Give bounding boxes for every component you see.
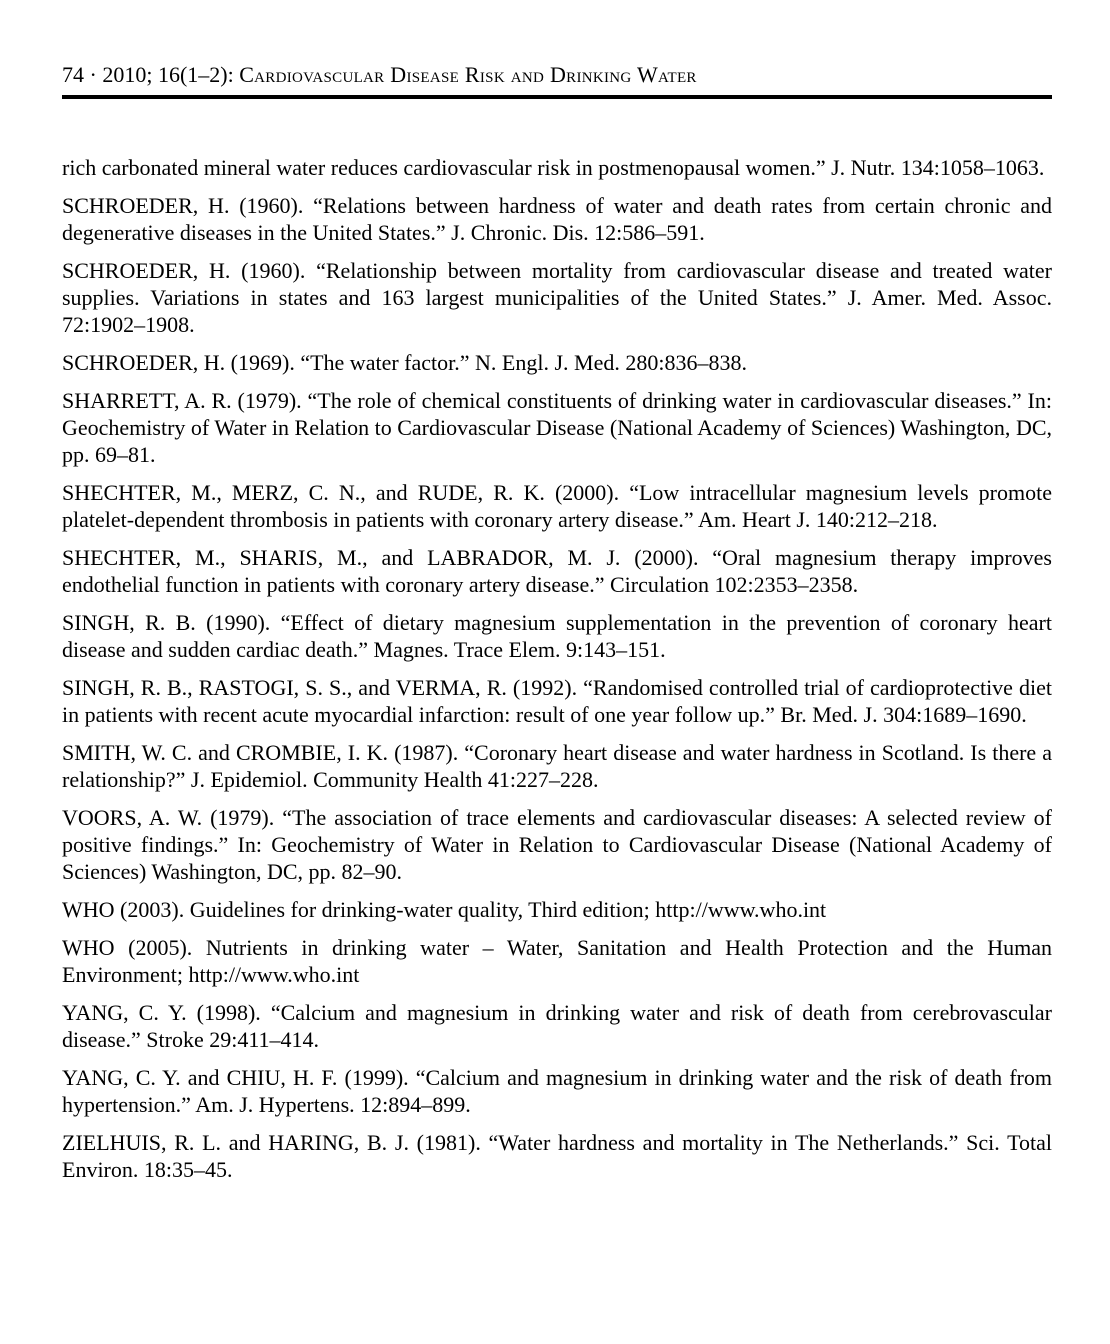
reference-entry: SCHROEDER, H. (1960). “Relations between hardness of water and death rates from certain chronic and degenerative diseases in the United States.” J. Chronic. Dis. 12:586–591.: [62, 193, 1052, 245]
header-journal-title: Cardiovascular Disease Risk and Drinking Water: [239, 62, 697, 87]
reference-entry: ZIELHUIS, R. L. and HARING, B. J. (1981). “Water hardness and mortality in The Netherlands.” Sci. Total Environ. 18:35–45.: [62, 1130, 1052, 1182]
reference-entry: SHECHTER, M., MERZ, C. N., and RUDE, R. K. (2000). “Low intracellular magnesium levels promote platelet-dependent thrombosis in patients with coronary artery disease.” Am. Heart J. 140:212–218.: [62, 480, 1052, 532]
reference-entry: SINGH, R. B. (1990). “Effect of dietary magnesium supplementation in the prevention of coronary heart disease and sudden cardiac death.” Magnes. Trace Elem. 9:143–151.: [62, 610, 1052, 662]
running-header: [62, 62, 1052, 88]
reference-entry: WHO (2005). Nutrients in drinking water – Water, Sanitation and Health Protection and the Human Environment; http://www.who.int: [62, 935, 1052, 987]
reference-entry: WHO (2003). Guidelines for drinking-water quality, Third edition; http://www.who.int: [62, 897, 827, 922]
reference-entry: SMITH, W. C. and CROMBIE, I. K. (1987). “Coronary heart disease and water hardness in Scotland. Is there a relationship?” J. Epidemiol. Community Health 41:227–228.: [62, 740, 1052, 792]
header-page-info: 74 · 2010; 16(1–2):: [62, 62, 234, 87]
reference-entry: SCHROEDER, H. (1969). “The water factor.” N. Engl. J. Med. 280:836–838.: [62, 350, 747, 375]
references-list: [62, 154, 1052, 1183]
reference-entry: VOORS, A. W. (1979). “The association of trace elements and cardiovascular diseases: A selected review of positive findings.” In: Geochemistry of Water in Relation to Cardiovascular Disease (National Academy of Sciences) Washington, DC, pp. 82–90.: [62, 805, 1052, 884]
reference-entry: SINGH, R. B., RASTOGI, S. S., and VERMA, R. (1992). “Randomised controlled trial of cardioprotective diet in patients with recent acute myocardial infarction: result of one year follow up.” Br. Med. J. 304:1689–1690.: [62, 675, 1052, 727]
reference-entry: SHECHTER, M., SHARIS, M., and LABRADOR, M. J. (2000). “Oral magnesium therapy improves endothelial function in patients with coronary artery disease.” Circulation 102:2353–2358.: [62, 545, 1052, 597]
reference-entry: SHARRETT, A. R. (1979). “The role of chemical constituents of drinking water in cardiovascular diseases.” In: Geochemistry of Water in Relation to Cardiovascular Disease (National Academy of Sciences) Washington, DC, pp. 69–81.: [62, 388, 1052, 467]
reference-entry: YANG, C. Y. (1998). “Calcium and magnesium in drinking water and risk of death from cerebrovascular disease.” Stroke 29:411–414.: [62, 1000, 1052, 1052]
reference-entry: SCHROEDER, H. (1960). “Relationship between mortality from cardiovascular disease and treated water supplies. Variations in states and 163 largest municipalities of the United States.” J. Amer. Med. Assoc. 72:1902–1908.: [62, 258, 1052, 337]
reference-entry: YANG, C. Y. and CHIU, H. F. (1999). “Calcium and magnesium in drinking water and the risk of death from hypertension.” Am. J. Hypertens. 12:894–899.: [62, 1065, 1052, 1117]
header-rule: [62, 95, 1052, 99]
reference-entry: rich carbonated mineral water reduces cardiovascular risk in postmenopausal women.” J. Nutr. 134:1058–1063.: [62, 155, 1045, 180]
